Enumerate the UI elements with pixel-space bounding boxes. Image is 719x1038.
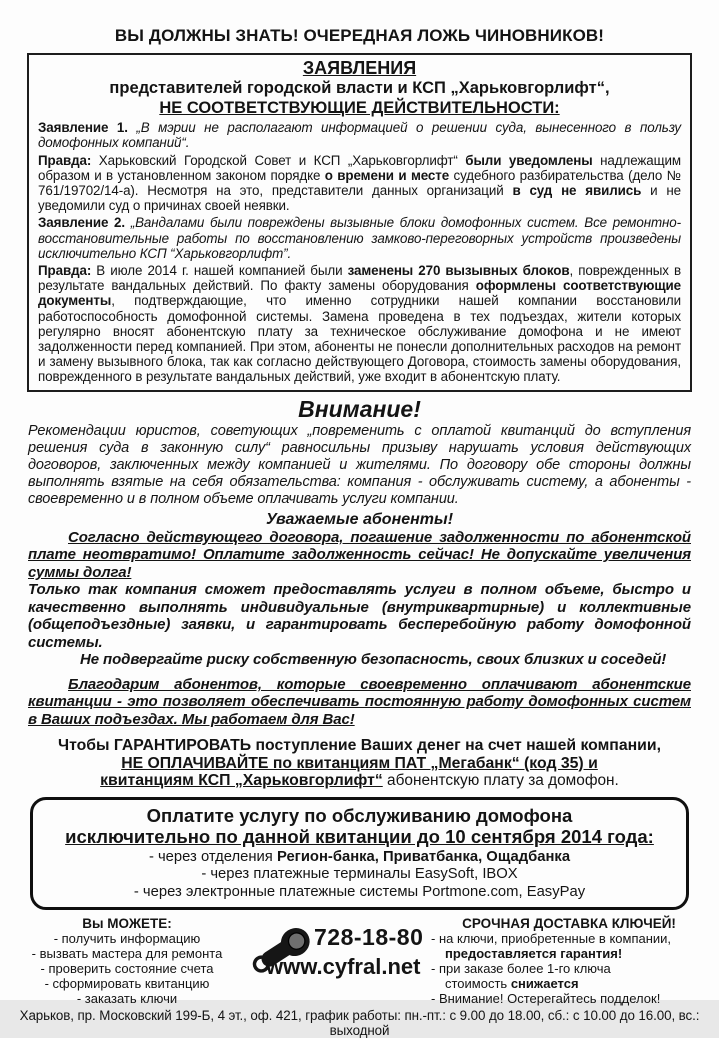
subscribers-section <box>28 510 691 669</box>
truth-1-paragraph <box>38 153 681 214</box>
guarantee-line-1: Чтобы ГАРАНТИРОВАТЬ поступление Ваших денег на счет нашей компании, <box>58 737 661 755</box>
payment-method-banks-pre: - через отделения <box>148 848 277 865</box>
statements-subtitle-2: НЕ СООТВЕТСТВУЮЩИЕ ДЕЙСТВИТЕЛЬНОСТИ: <box>159 98 560 117</box>
address-line: Харьков, пр. Московский 199-Б, 4 эт., оф. 421, график работы: пн.-пт.: с 9.00 до 18.00, сб.: с 10.00 до 16.00, вс.: выходной <box>19 1008 700 1038</box>
phone-number: 728-18-80 <box>314 924 424 951</box>
statement-1-label: Заявление 1. <box>38 120 128 136</box>
delivery-item-fakes-warning: - Внимание! Остерегайтесь подделок! <box>431 991 661 1007</box>
payment-method-terminals: - через платежные терминалы EasySoft, IBOX <box>201 866 518 883</box>
payment-method-online: - через электронные платежные системы Portmone.com, EasyPay <box>133 883 586 900</box>
truth-2-bold: оформлены соответствующие документы <box>38 278 681 309</box>
truth-2-paragraph <box>38 263 681 385</box>
you-can-item: - вызвать мастера для ремонта <box>31 946 223 962</box>
payment-box <box>30 797 689 910</box>
payment-method-banks-names: Регион-банка, Приватбанка, Ощадбанка <box>276 848 571 865</box>
footer-services-column <box>12 916 242 1006</box>
truth-1-text: судебного разбирательства (дело № 761/19702/14-а). Несмотря на это, представители данных организаций <box>38 167 681 198</box>
truth-1-text: надлежащим образом и в установленном законом порядке <box>38 152 681 183</box>
attention-section <box>0 397 719 508</box>
statement-1-quote: „В мэрии не располагают информацией о решении суда, вынесенного в пользу домофонных компаний“. <box>38 120 681 151</box>
thanks-paragraph: Благодарим абонентов, которые своевременно оплачивают абонентские квитанции - это позволяет обеспечивать постоянную работу домофонных систем в Ваших подъездах. Мы работаем для Вас! <box>28 675 691 728</box>
payment-title-line-1: Оплатите услугу по обслуживанию домофона <box>146 805 573 827</box>
delivery-item-discount-line1: - при заказе более 1-го ключа <box>431 961 611 977</box>
guarantee-line-2: НЕ ОПЛАЧИВАЙТЕ по квитанциям ПАТ „Мегабанк“ (код 35) и <box>121 754 598 772</box>
payment-method-banks <box>41 849 678 866</box>
attention-heading: Внимание! <box>298 395 421 422</box>
truth-1-bold: были уведомлены <box>465 152 593 168</box>
safety-warning-paragraph: Не подвергайте риску собственную безопасность, своих близких и соседей! <box>80 651 667 669</box>
footer-row <box>12 916 707 1006</box>
payment-title-line-2: исключительно по данной квитанции до 10 сентября 2014 года: <box>65 826 654 848</box>
footer-delivery-column <box>427 916 707 1006</box>
delivery-item-discount-line2 <box>431 976 707 991</box>
website-url: www.cyfral.net <box>266 954 421 980</box>
truth-1-bold: о времени и месте <box>324 167 450 183</box>
truth-2-text: В июле 2014 г. нашей компанией были <box>91 263 348 278</box>
delivery-discount-pre: стоимость <box>445 976 511 992</box>
statement-2-quote: „Вандалами были повреждены вызывные блоки домофонных систем. Все ремонтно-восстановительные работы по восстановлению замково-переговорных устройств произведены исключительно КСП “Харьковгорлифт”. <box>38 215 681 261</box>
truth-1-label: Правда: <box>38 152 92 168</box>
guarantee-line-3-rest: абонентскую плату за домофон. <box>382 771 619 789</box>
you-can-item: - сформировать квитанцию <box>44 976 210 992</box>
you-can-item: - заказать ключи <box>76 991 178 1007</box>
truth-2-label: Правда: <box>38 263 92 278</box>
truth-2-text: , подтверждающие, что именно сотрудники нашей компании восстановили работоспособность домофонной системы. Замена проведена в тех подъездах, жители которых регулярно вносят абонентскую плату за техническое обслуживание домофона и не имеют задолженности перед компанией. При этом, абоненты не понесли дополнительных расходов на ремонт и замену вызывного блока, так как согласно действующего Договора, стоимость замены оборудования, поврежденного в результате вандальных действий, уже входит в абонентскую плату. <box>38 293 681 385</box>
statement-1-paragraph <box>38 120 681 150</box>
delivery-discount-bold: снижается <box>510 976 579 992</box>
footer-contact-column <box>242 916 427 994</box>
you-can-item: - получить информацию <box>53 931 201 947</box>
subscribers-heading: Уважаемые абоненты! <box>265 510 454 528</box>
truth-1-text: и не уведомили суд о причинах своей неявки. <box>38 182 682 214</box>
service-promise-paragraph: Только так компания сможет предоставлять услуги в полном объеме, быстро и качественно выполнять индивидуальные (внутриквартирные) и коллективные (общеподъездные) заявки, и гарантировать бесперебойную работу домофонной системы. <box>28 581 691 651</box>
statement-2-label: Заявление 2. <box>38 215 126 231</box>
you-can-heading: Вы МОЖЕТЕ: <box>82 916 172 932</box>
guarantee-line-3-underlined: квитанциям КСП „Харьковгорлифт“ <box>100 771 383 789</box>
key-delivery-heading: СРОЧНАЯ ДОСТАВКА КЛЮЧЕЙ! <box>462 916 676 932</box>
guarantee-line-3 <box>0 772 719 789</box>
delivery-item-warranty-line1: - на ключи, приобретенные в компании, <box>431 931 672 947</box>
guarantee-section <box>0 737 719 789</box>
delivery-item-warranty-line2: предоставляется гарантия! <box>445 946 623 962</box>
you-can-item: - проверить состояние счета <box>40 961 214 977</box>
truth-1-text: Харьковский Городской Совет и КСП „Харьковгорлифт“ <box>91 152 466 168</box>
truth-2-bold: заменены 270 вызывных блоков <box>347 263 570 278</box>
debt-warning-paragraph: Согласно действующего договора, погашение задолженности по абонентской плате неотвратимо! Оплатите задолженность сейчас! Не допускайте увеличения суммы долга! <box>28 528 691 581</box>
truth-1-bold: в суд не явились <box>512 182 642 198</box>
statements-box <box>27 53 692 392</box>
payment-methods-list <box>41 849 678 901</box>
top-banner: ВЫ ДОЛЖНЫ ЗНАТЬ! ОЧЕРЕДНАЯ ЛОЖЬ ЧИНОВНИКОВ! <box>114 26 605 45</box>
truth-2-text: , поврежденных в результате вандальных действий. По факту замены оборудования <box>38 263 682 294</box>
statements-title: ЗАЯВЛЕНИЯ <box>302 58 417 78</box>
statement-2-paragraph <box>38 215 681 261</box>
attention-body: Рекомендации юристов, советующих „повременить с оплатой квитанций до вступления решения суда в законную силу“ равносильны призыву нарушать условия действующих договоров, заключенных между компанией и жителями. По договору обе стороны должны выполнять взятые на себя обязательства: компания - обслуживать систему, а абоненты - своевременно и в полном объеме оплачивать услуги компании. <box>28 422 691 507</box>
statements-subtitle: представителей городской власти и КСП „Харьковгорлифт“, <box>109 79 610 98</box>
